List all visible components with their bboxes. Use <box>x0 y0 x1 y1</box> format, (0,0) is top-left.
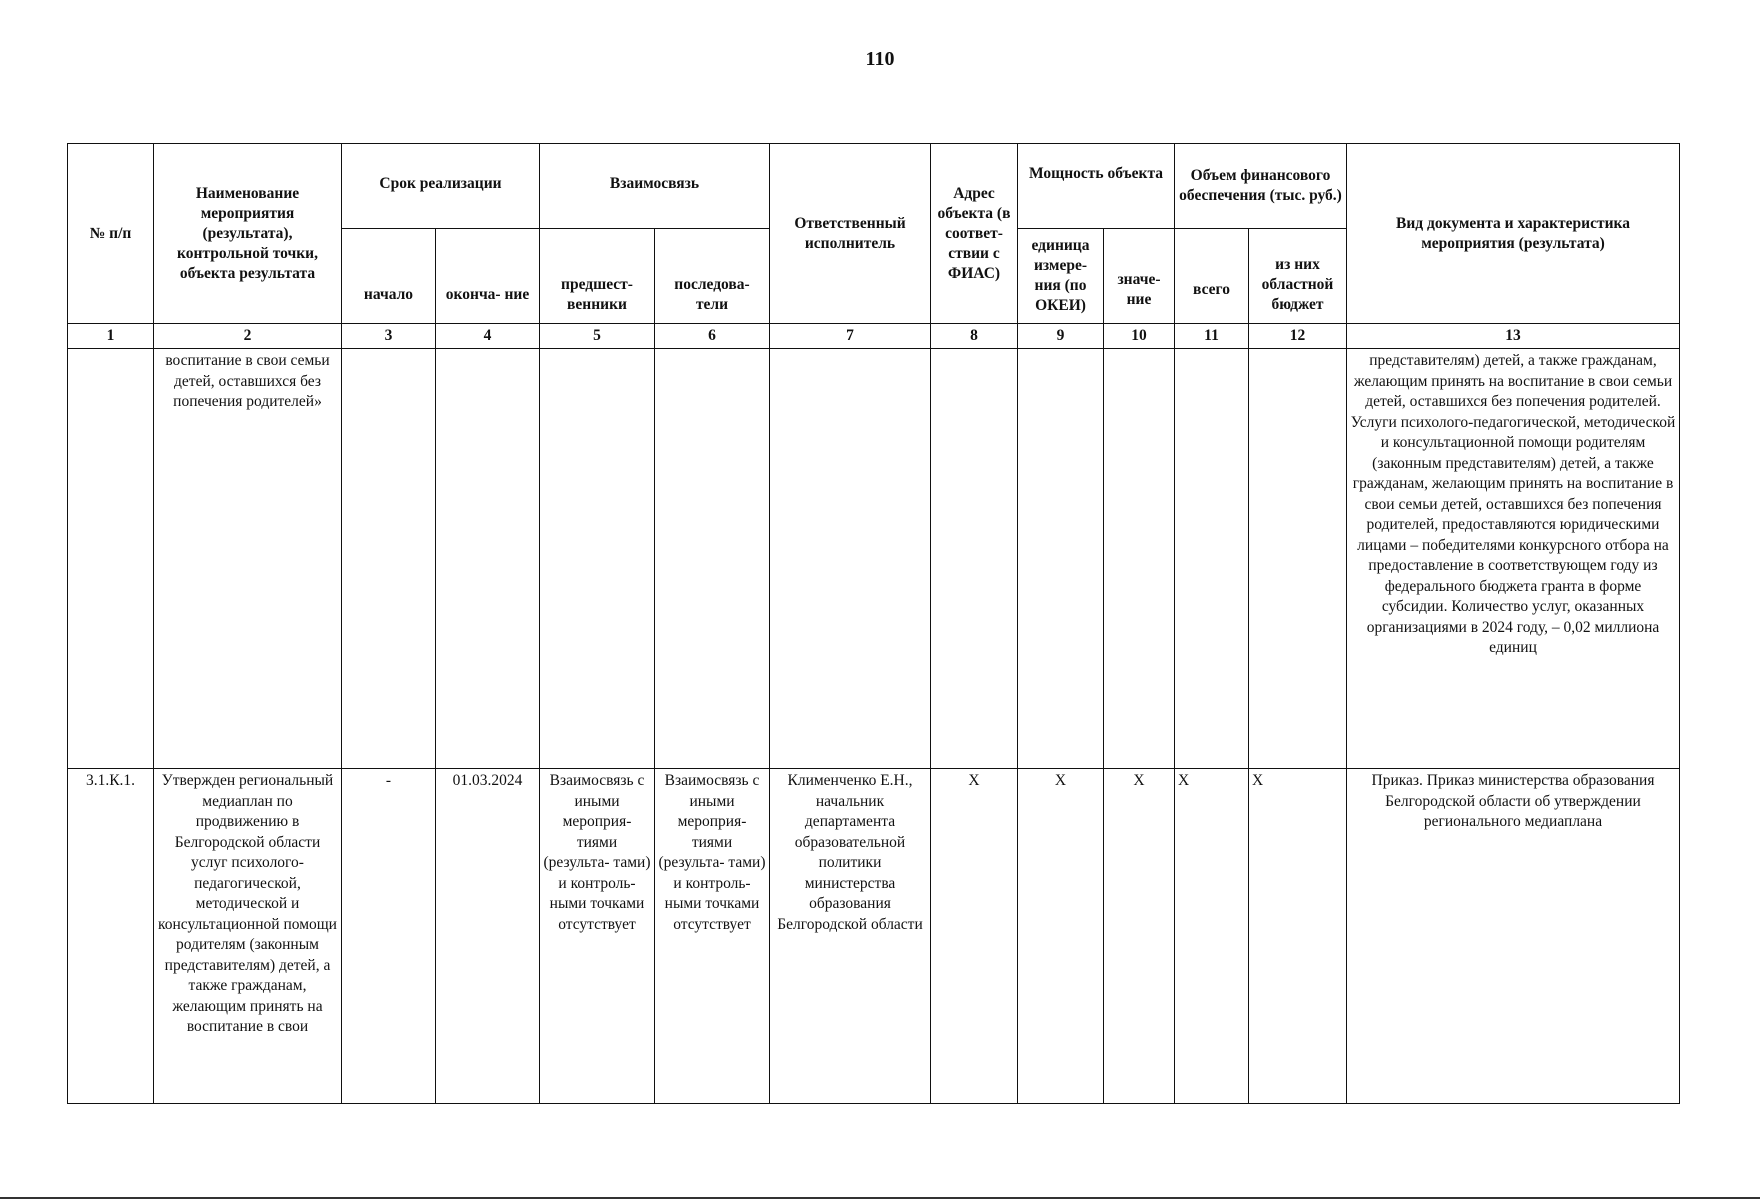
column-number: 11 <box>1175 324 1249 349</box>
column-number: 7 <box>770 324 931 349</box>
cell-no <box>68 349 154 769</box>
cell-prev <box>540 349 655 769</box>
cell-next <box>655 349 770 769</box>
cell-responsible: Клименченко Е.Н., начальник департамента образовательной политики министерства образования Белгородской области <box>770 769 931 1104</box>
column-number: 10 <box>1104 324 1175 349</box>
cell-prev: Взаимосвязь с иными мероприя- тиями (результа- тами) и контроль- ными точками отсутствует <box>540 769 655 1104</box>
cell-total <box>1175 349 1249 769</box>
column-number: 6 <box>655 324 770 349</box>
header-address: Адрес объекта (в соответ- ствии с ФИАС) <box>931 144 1018 324</box>
column-number: 9 <box>1018 324 1104 349</box>
cell-responsible <box>770 349 931 769</box>
cell-no: 3.1.К.1. <box>68 769 154 1104</box>
column-number: 4 <box>436 324 540 349</box>
column-number: 8 <box>931 324 1018 349</box>
header-relation: Взаимосвязь <box>540 144 770 229</box>
cell-end: 01.03.2024 <box>436 769 540 1104</box>
cell-address <box>931 349 1018 769</box>
header-capacity: Мощность объекта <box>1018 144 1175 229</box>
header-finance-total: всего <box>1175 229 1249 324</box>
table-row <box>68 349 1680 769</box>
page-number: 110 <box>865 48 895 70</box>
column-number: 2 <box>154 324 342 349</box>
header-relation-prev: предшест- венники <box>540 229 655 324</box>
header-capacity-value: значе- ние <box>1104 229 1175 324</box>
header-doc-type: Вид документа и характеристика мероприятия (результата) <box>1347 144 1680 324</box>
header-finance: Объем финансового обеспечения (тыс. руб.) <box>1175 144 1347 229</box>
cell-name: воспитание в свои семьи детей, оставшихся без попечения родителей» <box>154 349 342 769</box>
cell-regional <box>1249 349 1347 769</box>
cell-start: - <box>342 769 436 1104</box>
cell-total: X <box>1175 769 1249 1104</box>
cell-address: X <box>931 769 1018 1104</box>
header-finance-regional: из них областной бюджет <box>1249 229 1347 324</box>
column-number: 12 <box>1249 324 1347 349</box>
cell-end <box>436 349 540 769</box>
table-row <box>68 769 1680 1104</box>
header-period: Срок реализации <box>342 144 540 229</box>
header-period-end: оконча- ние <box>436 229 540 324</box>
plan-table <box>67 143 1680 1104</box>
column-number: 1 <box>68 324 154 349</box>
column-numbers-row <box>68 324 1680 349</box>
header-row-1 <box>68 144 1680 229</box>
cell-start <box>342 349 436 769</box>
header-name: Наименование мероприятия (результата), контрольной точки, объекта результата <box>154 144 342 324</box>
column-number: 5 <box>540 324 655 349</box>
column-number: 13 <box>1347 324 1680 349</box>
header-capacity-unit: единица измере- ния (по ОКЕИ) <box>1018 229 1104 324</box>
header-responsible: Ответственный исполнитель <box>770 144 931 324</box>
cell-doc: представителям) детей, а также гражданам, желающим принять на воспитание в свои семьи детей, оставшихся без попечения родителей. Услуги психолого-педагогической, методической и консультационной помощи родителям (законным представителям) детей, а также гражданам, желающим принять на воспитание в свои семьи детей, оставшихся без попечения родителей, предоставляются юридическими лицами – победителями конкурсного отбора на предоставление в соответствующем году из федерального бюджета гранта в форме субсидии. Количество услуг, оказанных организациями в 2024 году, – 0,02 миллиона единиц <box>1347 349 1680 769</box>
cell-value: X <box>1104 769 1175 1104</box>
cell-unit <box>1018 349 1104 769</box>
header-no: № п/п <box>68 144 154 324</box>
cell-next: Взаимосвязь с иными мероприя- тиями (результа- тами) и контроль- ными точками отсутствует <box>655 769 770 1104</box>
cell-unit: X <box>1018 769 1104 1104</box>
header-relation-next: последова- тели <box>655 229 770 324</box>
header-period-start: начало <box>342 229 436 324</box>
footer-rule <box>0 1197 1760 1199</box>
cell-regional: X <box>1249 769 1347 1104</box>
column-number: 3 <box>342 324 436 349</box>
cell-doc: Приказ. Приказ министерства образования Белгородской области об утверждении регионального медиаплана <box>1347 769 1680 1104</box>
cell-name: Утвержден региональный медиаплан по продвижению в Белгородской области услуг психолого-педагогической, методической и консультационной помощи родителям (законным представителям) детей, а также гражданам, желающим принять на воспитание в свои <box>154 769 342 1104</box>
cell-value <box>1104 349 1175 769</box>
